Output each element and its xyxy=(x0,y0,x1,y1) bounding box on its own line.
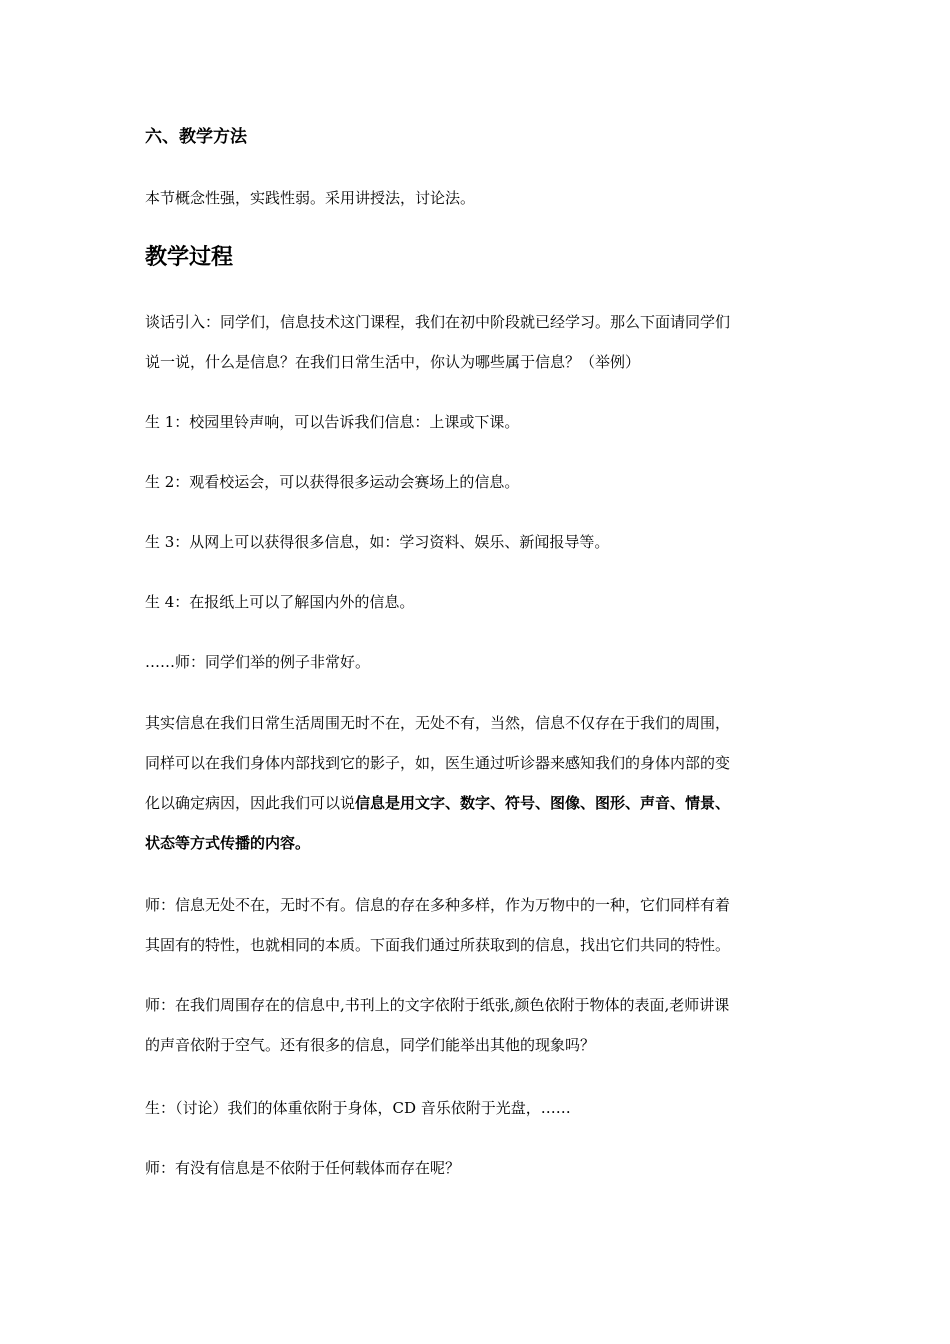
definition-line-1: 其实信息在我们日常生活周围无时不在，无处不有，当然，信息不仅存在于我们的周围， xyxy=(145,714,731,732)
student-2: 生 2：观看校运会，可以获得很多运动会赛场上的信息。 xyxy=(145,473,520,491)
intro-line-1: 谈话引入：同学们，信息技术这门课程，我们在初中阶段就已经学习。那么下面请同学们 xyxy=(145,313,731,331)
process-heading: 教学过程 xyxy=(145,245,234,270)
student-discussion: 生：（讨论）我们的体重依附于身体，CD 音乐依附于光盘，…… xyxy=(145,1099,571,1117)
definition-line-3-normal: 化以确定病因，因此我们可以说 xyxy=(145,794,356,812)
intro-paragraph xyxy=(145,302,815,382)
teacher-carrier-line-2: 的声音依附于空气。还有很多的信息，同学们能举出其他的现象吗？ xyxy=(145,1036,596,1054)
section6-text: 本节概念性强，实践性弱。采用讲授法，讨论法。 xyxy=(145,189,476,207)
teacher-essence-line-2: 其固有的特性，也就相同的本质。下面我们通过所获取到的信息，找出它们共同的特性。 xyxy=(145,936,731,954)
teacher-essence-paragraph xyxy=(145,885,815,965)
teacher-carrier-line-1: 师：在我们周围存在的信息中,书刊上的文字依附于纸张,颜色依附于物体的表面,老师讲课 xyxy=(145,996,730,1014)
teacher-question: 师：有没有信息是不依附于任何载体而存在呢？ xyxy=(145,1159,461,1177)
student-3: 生 3：从网上可以获得很多信息，如：学习资料、娱乐、新闻报导等。 xyxy=(145,533,610,551)
definition-line-4: 状态等方式传播的内容。 xyxy=(145,834,311,852)
definition-paragraph xyxy=(145,703,815,863)
section6-heading: 六、教学方法 xyxy=(145,127,247,147)
definition-line-3 xyxy=(145,783,815,823)
definition-line-3-bold: 信息是用文字、数字、符号、图像、图形、声音、情景、 xyxy=(355,794,731,812)
definition-line-2: 同样可以在我们身体内部找到它的影子，如，医生通过听诊器来感知我们的身体内部的变 xyxy=(145,754,731,772)
teacher-carrier-paragraph xyxy=(145,985,815,1065)
teacher-essence-line-1: 师：信息无处不在，无时不有。信息的存在多种多样，作为万物中的一种，它们同样有着 xyxy=(145,896,731,914)
student-4: 生 4：在报纸上可以了解国内外的信息。 xyxy=(145,593,415,611)
intro-line-2: 说一说，什么是信息？在我们日常生活中，你认为哪些属于信息？（举例） xyxy=(145,353,641,371)
teacher-praise: ……师：同学们举的例子非常好。 xyxy=(145,653,371,671)
student-1: 生 1：校园里铃声响，可以告诉我们信息：上课或下课。 xyxy=(145,413,520,431)
